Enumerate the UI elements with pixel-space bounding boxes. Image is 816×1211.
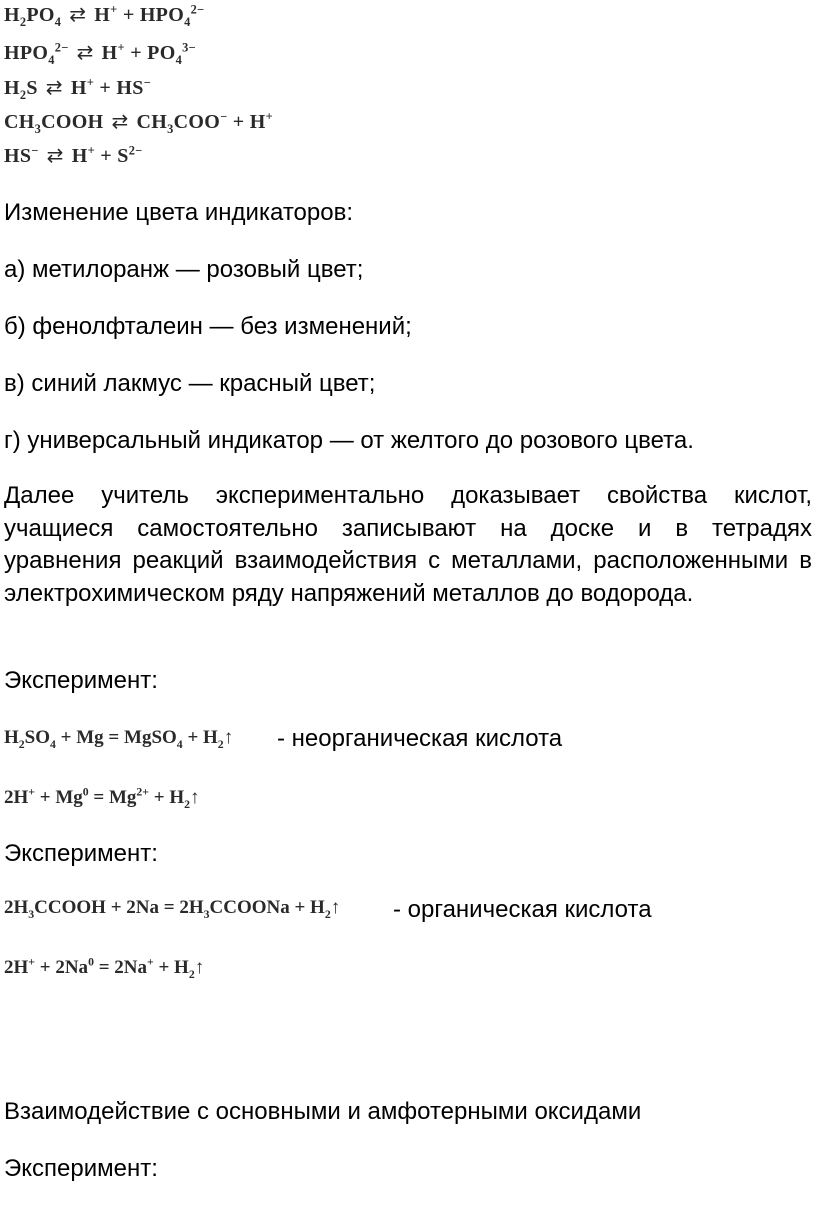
indicator-item: в) синий лакмус — красный цвет;: [4, 370, 376, 397]
equation-rhs: $H^+ + PO_4^{3-}$: [101, 40, 196, 67]
dissociation-equation: [4, 2, 204, 27]
experiment-label: Эксперимент:: [4, 1155, 158, 1182]
molecular-equation: $2H_3CCOOH + 2Na$ = $2H_3CCOONa$ + $H_2↑$: [4, 897, 341, 921]
equation-rhs: $H^+ + S^{2-}$: [71, 143, 143, 167]
dissociation-equation: [4, 75, 151, 100]
indicator-item: б) фенолфталеин — без изменений;: [4, 313, 412, 340]
equilibrium-arrow: ⇄: [76, 42, 94, 64]
equilibrium-arrow: ⇄: [111, 111, 129, 133]
dissociation-equation: [4, 109, 273, 134]
equation-lhs: $H_2PO_4$: [4, 4, 62, 29]
body-paragraph: Далее учитель экспериментально доказывает свойства кислот, учащиеся самостоятельно записывают на доске и в тетрадях уравнения реакций взаимодействия с металлами, расположенными в электрохимическом ряду напряжений металлов до водорода.: [4, 482, 812, 607]
indicator-item: а) метилоранж — розовый цвет;: [4, 256, 364, 283]
equation-lhs: HS−: [4, 143, 39, 167]
ionic-equation: $2H^+ + 2Na^0 = 2Na^+$ + $H_2↑$: [4, 955, 205, 981]
molecular-equation: $H_2SO_4 + Mg$ = MgSO$_4$ + $H_2↑$: [4, 727, 234, 751]
indicator-item: г) универсальный индикатор — от желтого до розового цвета.: [4, 427, 694, 454]
equilibrium-arrow: ⇄: [69, 4, 87, 26]
dissociation-equation: [4, 40, 196, 65]
experiment-label: Эксперимент:: [4, 667, 158, 694]
equation-lhs: $H_2S$: [4, 77, 38, 102]
equation-rhs: $H^+ + HPO_4^{2-}$: [94, 2, 205, 29]
equilibrium-arrow: ⇄: [46, 145, 64, 167]
indicators-heading: Изменение цвета индикаторов:: [4, 199, 353, 226]
equation-lhs: $HPO_4^{2-}$: [4, 40, 69, 67]
equation-lhs: $CH_3COOH$: [4, 111, 104, 136]
acid-type-note: - неорганическая кислота: [277, 725, 563, 752]
equation-rhs: $CH_3COO^- + H^+$: [136, 109, 273, 136]
ionic-equation: $2H^+ + Mg^0 = Mg^{2+}$ + $H_2↑$: [4, 785, 200, 811]
dissociation-equation: [4, 143, 143, 168]
experiment-label: Эксперимент:: [4, 840, 158, 867]
acid-type-note: - органическая кислота: [393, 896, 652, 923]
equation-rhs: H+ + HS−: [70, 75, 152, 99]
equilibrium-arrow: ⇄: [45, 77, 63, 99]
section-heading: Взаимодействие с основными и амфотерными оксидами: [4, 1098, 642, 1125]
